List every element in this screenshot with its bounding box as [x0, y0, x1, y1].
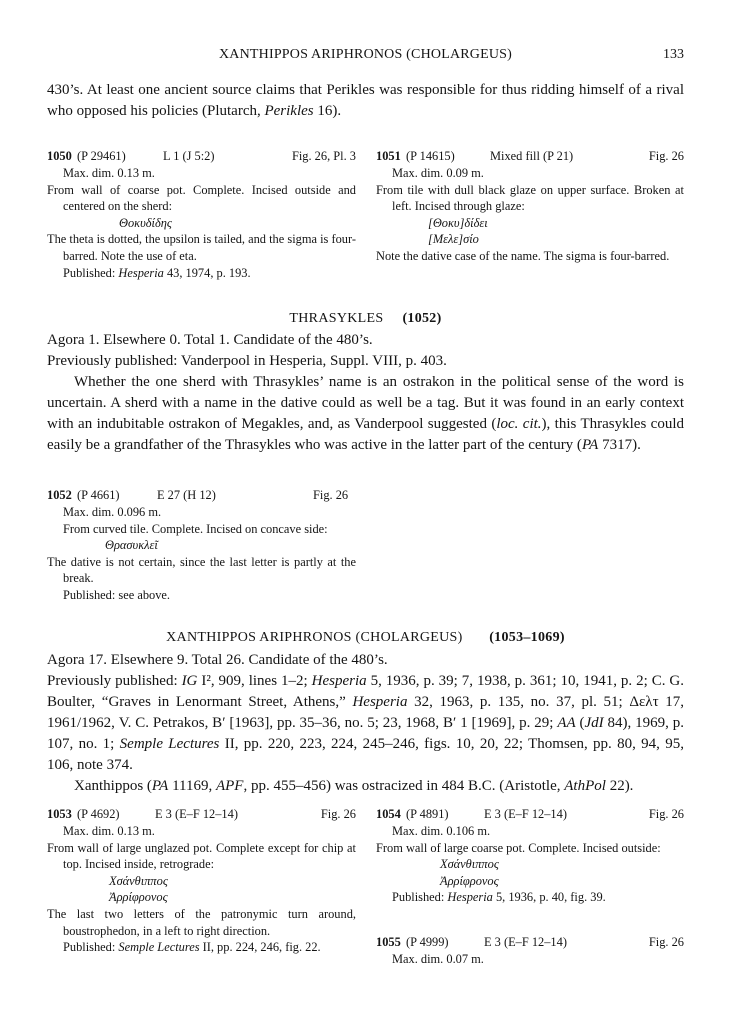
prev-text: 5, 1936, p. 39; 7, 1938, p. 361; 10, 1941, p. 2; C. G. Boulter, “Graves in Lenormant Street, Athens,” — [47, 673, 684, 710]
location: L 1 (J 5:2) — [163, 149, 215, 163]
para-text: , pp. 455–456) was ostracized in 484 B.C. (Aristotle, — [243, 778, 565, 794]
para-italic: loc. cit. — [496, 416, 542, 432]
pub-text: Published: — [63, 265, 119, 280]
location: E 3 (E–F 12–14) — [484, 807, 567, 821]
prev-text: I², 909, lines 1–2; — [197, 673, 312, 689]
publication — [47, 939, 356, 956]
section-heading-thrasykles — [0, 311, 731, 327]
section-title: XANTHIPPOS ARIPHRONOS (CHOLARGEUS) — [166, 630, 463, 645]
prev-italic: JdI — [584, 715, 604, 731]
prev-italic: Hesperia — [311, 673, 367, 689]
entry-heading — [47, 148, 356, 165]
section-range: (1052) — [402, 311, 442, 326]
pub-text-end: 43, 1974, p. 193. — [163, 265, 251, 280]
dimension: Max. dim. 0.13 m. — [63, 166, 155, 180]
entry-1050 — [47, 148, 356, 281]
greek-inscription: Θρασυκλεῖ — [105, 538, 158, 553]
publication — [376, 889, 684, 906]
thrasykles-paragraph — [47, 372, 684, 456]
dimension: Max. dim. 0.096 m. — [63, 505, 162, 519]
running-title: XANTHIPPOS ARIPHRONOS (CHOLARGEUS) — [218, 47, 513, 62]
pub-text: Published: — [63, 940, 119, 955]
inventory-number: (P 14615) — [406, 149, 455, 163]
prev-text: II, pp. 220, 223, 224, 245–246, figs. 10, 20, 22; Thomsen, pp. 80, 94, 95, 106, note 374. — [47, 736, 685, 773]
running-header — [47, 44, 684, 64]
para-text: Whether the one sherd with Thrasykles’ name is an ostrakon in the political sense of the word is uncertain. A sherd with a name in the dative could as well be a tag. But it was found in an early context with an indubitable ostrakon of Megakles, and, as Vanderpool suggested ( — [47, 374, 684, 432]
description: From curved tile. Complete. Incised on concave side: — [63, 521, 328, 536]
intro-text: 430’s. At least one ancient source claims that Perikles was responsible for thus ridding himself of a rival who opposed his policies (Plutarch, — [47, 82, 684, 119]
intro-paragraph — [47, 80, 684, 122]
entry-heading — [376, 148, 684, 165]
description: From tile with dull black glaze on upper surface. Broken at left. Incised through glaze: — [376, 182, 684, 214]
entry-heading — [47, 806, 356, 823]
entry-number: 1055 — [376, 935, 401, 949]
para-text: 11169, — [168, 778, 216, 794]
stats-line: Agora 17. Elsewhere 9. Total 26. Candidate of the 480’s. — [47, 652, 388, 668]
pub-journal: Hesperia — [118, 265, 164, 280]
dimension: Max. dim. 0.106 m. — [392, 824, 491, 838]
location: E 27 (H 12) — [157, 488, 216, 502]
section-range: (1053–1069) — [489, 630, 565, 645]
prev-text: 32, 1963, p. 135, no. 37, pl. 51; Δελτ 17, 1961/1962, V. C. Petrakos, B′ [1963], pp. 35–36, no. 5; 23, 1968, B′ 1 [1969], p. 29; — [47, 694, 684, 731]
entry-1052 — [47, 487, 356, 604]
entry-1055 — [376, 934, 684, 968]
prev-italic: IG — [181, 673, 198, 689]
description: From wall of coarse pot. Complete. Incised outside and centered on the sherd: — [47, 182, 356, 214]
figure-ref: Fig. 26 — [648, 149, 684, 163]
greek-inscription: Θοκυδίδης — [119, 215, 172, 230]
figure-ref: Fig. 26 — [648, 807, 684, 821]
greek-inscription-line2: Ἀρρίφρονος — [109, 890, 168, 905]
entry-number: 1054 — [376, 807, 401, 821]
pub-text-end: II, pp. 224, 246, fig. 22. — [199, 940, 321, 955]
pub-text: Published: — [392, 890, 448, 905]
entry-heading — [376, 806, 684, 823]
dimension: Max. dim. 0.09 m. — [392, 166, 484, 180]
entry-heading — [376, 934, 684, 951]
greek-inscription-line1: Χσάνθιππος — [440, 857, 499, 872]
entry-1051 — [376, 148, 684, 265]
inventory-number: (P 4891) — [406, 807, 449, 821]
location: E 3 (E–F 12–14) — [484, 935, 567, 949]
para-italic: PA — [581, 437, 599, 453]
dimension: Max. dim. 0.07 m. — [392, 952, 484, 966]
para-text: 22). — [605, 778, 634, 794]
inventory-number: (P 4999) — [406, 935, 449, 949]
dimension: Max. dim. 0.13 m. — [63, 824, 155, 838]
description: From wall of large unglazed pot. Complete except for chip at top. Incised inside, retrograde: — [47, 840, 356, 872]
intro-text-end: 16). — [313, 103, 342, 119]
note: Note the dative case of the name. The sigma is four-barred. — [376, 248, 670, 263]
entry-number: 1052 — [47, 488, 72, 502]
previously-published — [47, 671, 684, 776]
para-italic: PA — [151, 778, 169, 794]
prev-text: Previously published: — [47, 673, 182, 689]
thrasykles-block — [47, 330, 684, 456]
note: The dative is not certain, since the last letter is partly at the break. — [47, 554, 356, 586]
pub-journal: Semple Lectures — [118, 940, 200, 955]
xanthippos-block — [47, 650, 684, 797]
para-italic: AthPol — [564, 778, 606, 794]
pub-text-end: 5, 1936, p. 40, fig. 39. — [492, 890, 606, 905]
para-text: ), this Thrasykles could easily be a grandfather of the Thrasykles who was active in the latter part of the century ( — [47, 416, 684, 453]
note: The last two letters of the patronymic turn around, boustrophedon, in a left to right direction. — [47, 906, 356, 938]
para-italic: APF — [215, 778, 244, 794]
inventory-number: (P 4661) — [77, 488, 120, 502]
para-text-end: 7317). — [598, 437, 641, 453]
section-title: THRASYKLES — [289, 311, 384, 326]
inventory-number: (P 29461) — [77, 149, 126, 163]
entry-number: 1050 — [47, 149, 72, 163]
stats-line: Agora 1. Elsewhere 0. Total 1. Candidate of the 480’s. — [47, 332, 373, 348]
prev-italic: Hesperia — [352, 694, 408, 710]
figure-ref: Fig. 26 — [313, 488, 349, 502]
inventory-number: (P 4692) — [77, 807, 120, 821]
entry-1054 — [376, 806, 684, 906]
location: Mixed fill (P 21) — [490, 149, 574, 163]
greek-inscription-line1: Χσάνθιππος — [109, 873, 168, 888]
entry-heading — [47, 487, 356, 504]
greek-inscription-line2: Ἀρρίφρονος — [440, 873, 499, 888]
intro-italic: Perikles — [264, 103, 314, 119]
greek-inscription-line2: [Μελε]σίο — [428, 232, 479, 247]
figure-ref: Fig. 26 — [320, 807, 356, 821]
entry-1053 — [47, 806, 356, 956]
prev-text: ( — [575, 715, 585, 731]
entry-number: 1051 — [376, 149, 401, 163]
page-number: 133 — [663, 47, 684, 62]
prev-italic: AA — [557, 715, 576, 731]
note: The theta is dotted, the upsilon is tailed, and the sigma is four-barred. Note the use of eta. — [47, 232, 356, 263]
figure-ref: Fig. 26, Pl. 3 — [291, 149, 356, 163]
location: E 3 (E–F 12–14) — [155, 807, 238, 821]
previously-published: Previously published: Vanderpool in Hesperia, Suppl. VIII, p. 403. — [47, 353, 447, 369]
description: From wall of large coarse pot. Complete. Incised outside: — [376, 840, 661, 855]
publication — [47, 265, 356, 282]
figure-ref: Fig. 26 — [648, 935, 684, 949]
section-heading-xanthippos — [0, 630, 731, 646]
xanthippos-paragraph — [47, 776, 684, 797]
greek-inscription-line1: [Θοκυ]δίδει — [428, 215, 488, 230]
prev-italic: Semple Lectures — [119, 736, 220, 752]
prev-text: 84), 1969, p. 107, no. 1; — [47, 715, 684, 752]
pub-journal: Hesperia — [447, 890, 493, 905]
entry-number: 1053 — [47, 807, 72, 821]
publication: Published: see above. — [63, 587, 171, 602]
para-text: Xanthippos ( — [74, 778, 152, 794]
